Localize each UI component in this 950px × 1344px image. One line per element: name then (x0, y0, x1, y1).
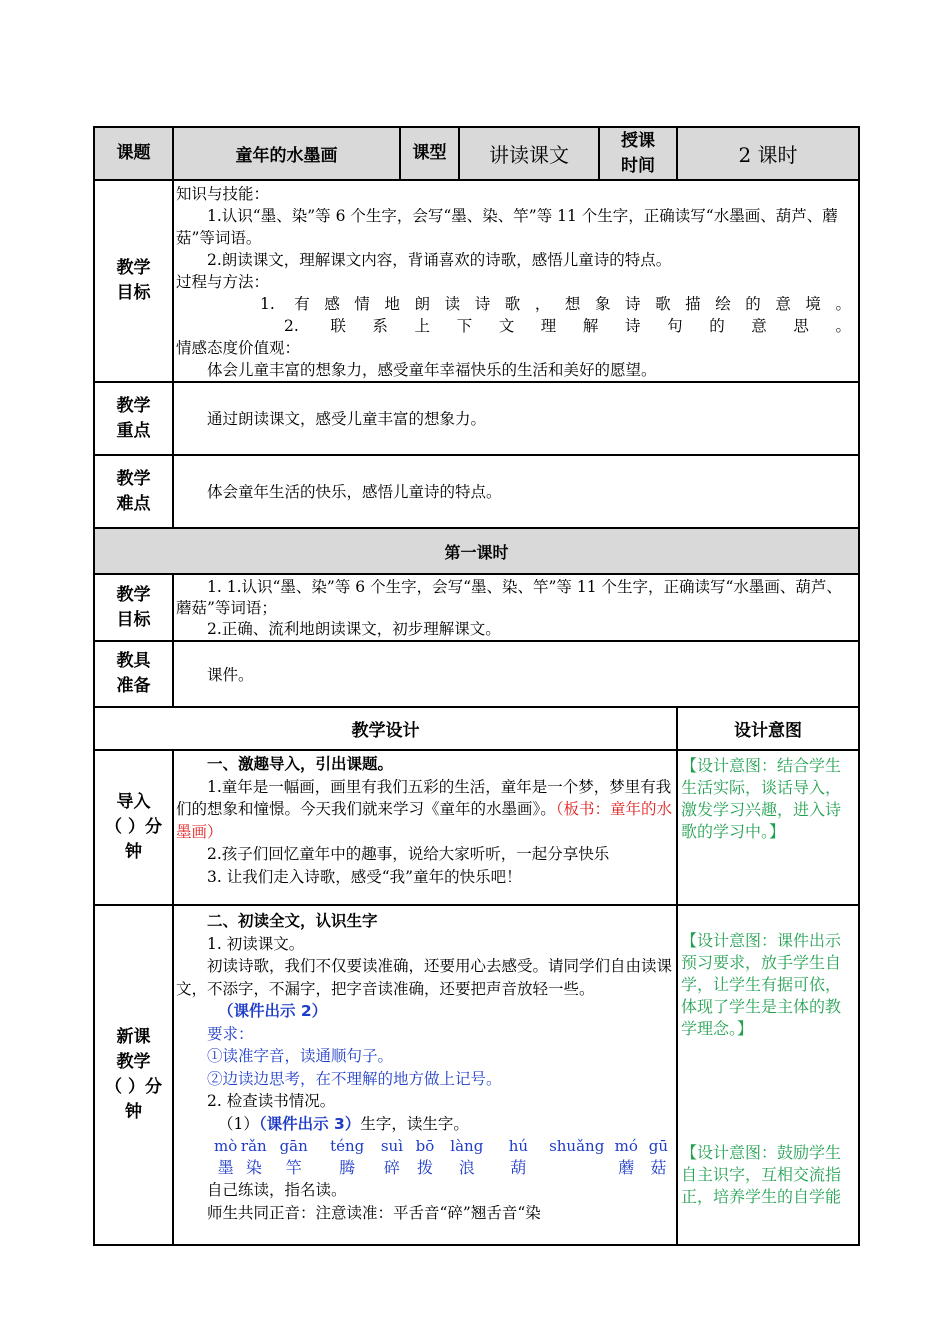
first-lesson-objectives-label-1: 教学 (116, 584, 151, 605)
new-lesson-clip (176, 908, 673, 1244)
pinyin-8: shuǎng (549, 1137, 605, 1155)
character-6: 浪 (458, 1158, 475, 1177)
type-label: 课型 (400, 127, 459, 180)
practice-line: 自己练读，指名读。 (207, 1181, 347, 1199)
intent-column-title: 设计意图 (677, 707, 859, 750)
design-header-row (94, 707, 859, 750)
courseware-3: （课件出示 3） (258, 1114, 361, 1133)
pinyin-2: gān (279, 1137, 308, 1155)
requirement-1: ①读准字音，读通顺句子。 (207, 1047, 394, 1065)
step-1-title: 1. 初读课文。 (207, 934, 305, 953)
lesson-plan-table (93, 126, 860, 1246)
key-points-label-1: 教学 (116, 395, 151, 416)
tools-text: 课件。 (173, 641, 859, 707)
character-2: 竿 (285, 1158, 302, 1177)
pinyin-4: suì (380, 1137, 403, 1155)
knowledge-item-2: 2.朗读课文，理解课文内容，背诵喜欢的诗歌，感悟儿童诗的特点。 (207, 251, 672, 269)
first-lesson-title: 第一课时 (94, 528, 859, 574)
pinyin-10: gū (648, 1137, 669, 1155)
objectives-label-2: 目标 (116, 283, 151, 303)
first-lesson-row (94, 528, 859, 574)
pinyin-0: mò (213, 1137, 238, 1155)
process-item-2: 2. 联系上下文理解诗句的意思。 (284, 317, 851, 335)
pinyin-1: rǎn (240, 1137, 267, 1155)
character-10: 菇 (650, 1158, 667, 1177)
requirements-title: 要求： (207, 1024, 254, 1043)
first-lesson-objectives-label-2: 目标 (116, 609, 151, 630)
first-lesson-objective-1: 1. 1.认识“墨、染”等 6 个生字，会写“墨、染、竿”等 11 个生字，正确读写“水墨画、葫芦、蘑菇”等词语； (176, 578, 842, 617)
header-row (94, 127, 859, 180)
step-2-1 (176, 1113, 673, 1136)
tools-label-2: 准备 (116, 676, 151, 696)
time-value: 2 课时 (677, 127, 859, 180)
intro-row (94, 750, 859, 905)
key-points-row (94, 382, 859, 455)
difficulties-label-2: 难点 (116, 493, 151, 514)
character-4: 碎 (383, 1158, 400, 1177)
objectives-label (94, 180, 173, 382)
time-label (599, 127, 677, 180)
new-lesson-label-4: 钟 (125, 1102, 142, 1122)
difficulties-row (94, 455, 859, 528)
character-0: 墨 (217, 1158, 234, 1177)
first-lesson-objectives-content (173, 574, 859, 641)
character-1: 染 (245, 1158, 262, 1177)
new-lesson-intent (677, 905, 859, 1245)
character-7: 葫 (510, 1158, 527, 1177)
pinyin-6: làng (450, 1137, 484, 1155)
knowledge-title: 知识与技能： (176, 185, 270, 203)
character-9: 蘑 (618, 1158, 635, 1177)
difficulties-label-1: 教学 (116, 468, 151, 489)
objectives-content (173, 180, 859, 382)
pinyin-7: hú (508, 1137, 529, 1155)
topic-label: 课题 (94, 127, 173, 180)
character-5: 拨 (416, 1158, 433, 1177)
intro-blackboard-note: （板书：童年的水墨画） (176, 800, 673, 841)
design-column-title: 教学设计 (94, 707, 677, 750)
intro-paragraph-2: 2.孩子们回忆童年中的趣事，说给大家听听，一起分享快乐 (207, 845, 610, 863)
type-value: 讲读课文 (459, 127, 599, 180)
new-lesson-label (94, 905, 173, 1245)
step-2-1-prefix: （1） (218, 1114, 259, 1133)
step-2-title: 2. 检查读书情况。 (207, 1092, 336, 1110)
pinyin-3: téng (330, 1137, 365, 1155)
tools-label (94, 641, 173, 707)
process-title: 过程与方法： (176, 273, 270, 291)
requirement-2: ②边读边思考，在不理解的地方做上记号。 (207, 1069, 502, 1088)
characters-row (176, 1157, 673, 1179)
first-lesson-objectives-label (94, 574, 173, 641)
new-lesson-content (173, 905, 677, 1245)
step-2-1-suffix: 生字，读生字。 (360, 1114, 469, 1133)
topic-value: 童年的水墨画 (173, 127, 400, 180)
new-lesson-heading: 二、初读全文，认识生字 (207, 912, 378, 930)
pinyin-9: mó (614, 1137, 638, 1155)
intro-label-2: （ ）分 (105, 817, 162, 837)
tools-label-1: 教具 (116, 651, 151, 671)
emotion-title: 情感态度价值观： (176, 339, 301, 357)
intro-heading: 一、激趣导入，引出课题。 (207, 755, 394, 773)
difficulties-label (94, 455, 173, 528)
correction-line: 师生共同正音：注意读准：平舌音“碎”翘舌音“染 (207, 1203, 541, 1222)
objectives-row (94, 180, 859, 382)
intent-1: 【设计意图：课件出示预习要求，放手学生自学，让学生有据可依，体现了学生是主体的教学理念。】 (681, 931, 842, 1038)
new-lesson-row (94, 905, 859, 1245)
key-points-label (94, 382, 173, 455)
intro-paragraph-1 (176, 776, 673, 844)
intro-content (173, 750, 677, 905)
new-lesson-intent-clip (678, 906, 858, 1242)
emotion-item-1: 体会儿童丰富的想象力，感受童年幸福快乐的生活和美好的愿望。 (207, 361, 657, 379)
courseware-2: （课件出示 2） (218, 1002, 328, 1020)
time-label-line-2: 时间 (621, 155, 655, 176)
new-lesson-label-3: （ ）分 (105, 1077, 162, 1097)
intent-2: 【设计意图：鼓励学生自主识字，互相交流指正，培养学生的自学能 (681, 1143, 842, 1206)
key-points-label-2: 重点 (116, 420, 151, 441)
character-3: 腾 (339, 1158, 356, 1177)
intro-paragraph-1-text: 1.童年是一幅画，画里有我们五彩的生活，童年是一个梦，梦里有我们的想象和憧憬。今天我们就来学习《童年的水墨画》。 (176, 777, 672, 818)
intro-label-1: 导入 (116, 792, 151, 812)
intro-label-3: 钟 (125, 842, 142, 862)
intro-label (94, 750, 173, 905)
pinyin-5: bō (415, 1137, 435, 1155)
objectives-label-1: 教学 (116, 258, 151, 278)
intro-intent: 【设计意图：结合学生生活实际，谈话导入，激发学习兴趣，进入诗歌的学习中。】 (677, 750, 859, 905)
character-8 (545, 1157, 609, 1179)
first-lesson-objectives-row (94, 574, 859, 641)
difficulties-text: 体会童年生活的快乐，感悟儿童诗的特点。 (173, 455, 859, 528)
intro-paragraph-3: 3. 让我们走入诗歌，感受“我”童年的快乐吧！ (207, 867, 522, 886)
time-label-line-1: 授课 (621, 130, 655, 151)
knowledge-item-1: 1.认识“墨、染”等 6 个生字，会写“墨、染、竿”等 11 个生字，正确读写“水墨画、葫芦、蘑菇”等词语。 (176, 207, 838, 247)
first-lesson-objective-2: 2.正确、流利地朗读课文，初步理解课文。 (207, 620, 501, 638)
tools-row (94, 641, 859, 707)
new-lesson-label-2: 教学 (116, 1052, 151, 1072)
step-1-text: 初读诗歌，我们不仅要读准确，还要用心去感受。请同学们自由读课文，不添字，不漏字，把字音读准确，还要把声音放轻一些。 (176, 957, 673, 998)
key-points-text: 通过朗读课文，感受儿童丰富的想象力。 (173, 382, 859, 455)
pinyin-row (176, 1135, 673, 1157)
new-lesson-label-1: 新课 (116, 1027, 151, 1047)
process-item-1: 1. 有感情地朗读诗歌，想象诗歌描绘的意境。 (260, 295, 851, 313)
